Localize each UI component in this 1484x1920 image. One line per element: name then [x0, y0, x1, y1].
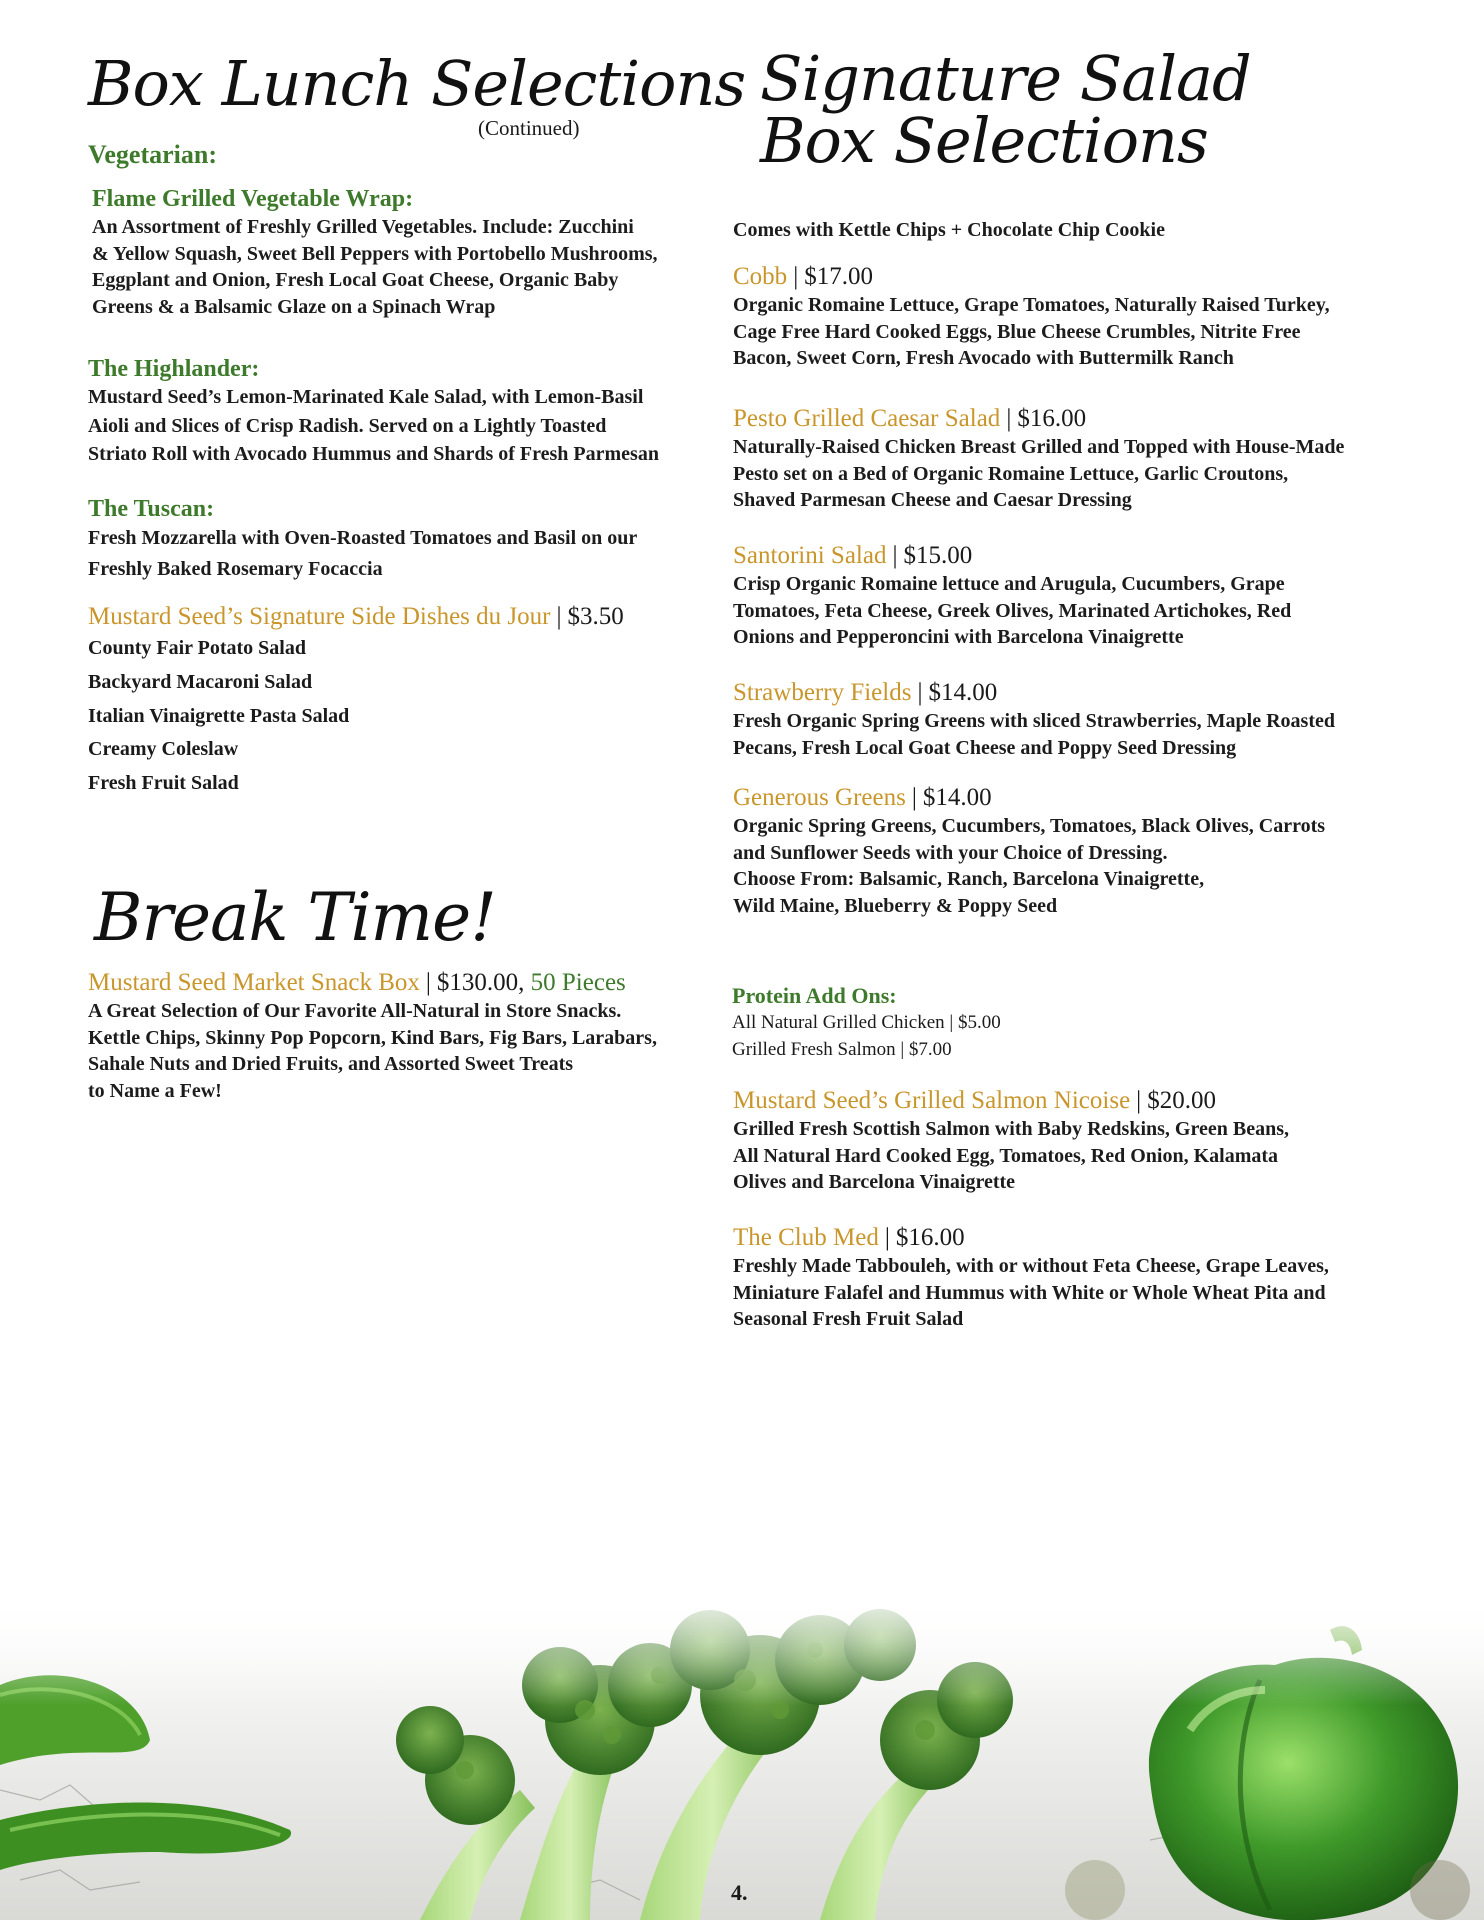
salad-price: $14.00 [922, 784, 992, 811]
menu-item-vegetable-wrap [92, 186, 658, 320]
title-line: Box Selections [760, 104, 1208, 177]
description-line: Aioli and Slices of Crisp Radish. Served on a Lightly Toasted [88, 414, 607, 437]
description-line: Bacon, Sweet Corn, Fresh Avocado with Buttermilk Ranch [733, 347, 1234, 369]
description-line: Freshly Baked Rosemary Focaccia [88, 558, 383, 580]
list-item: Backyard Macaroni Salad [88, 670, 313, 693]
page-number: 4. [731, 1880, 748, 1905]
description-line: to Name a Few! [88, 1079, 222, 1102]
protein-heading: Protein Add Ons: [732, 983, 897, 1008]
salad-description [733, 1253, 1329, 1333]
protein-option: Grilled Fresh Salmon | $7.00 [732, 1038, 952, 1060]
salad-name: The Club Med [733, 1224, 879, 1251]
menu-item-name: The Tuscan: [88, 496, 215, 522]
description-line: Fresh Mozzarella with Oven-Roasted Tomatoes and Basil on our [88, 527, 638, 549]
menu-item-name: Flame Grilled Vegetable Wrap: [92, 186, 414, 212]
description-line: Mustard Seed’s Lemon-Marinated Kale Salad, with Lemon-Basil [88, 386, 644, 408]
description-line: Pecans, Fresh Local Goat Cheese and Poppy Seed Dressing [733, 736, 1237, 759]
salad-description [733, 708, 1335, 761]
description-line: Organic Romaine Lettuce, Grape Tomatoes, Naturally Raised Turkey, [733, 294, 1330, 316]
salad-santorini [733, 541, 1291, 651]
salad-name: Strawberry Fields [733, 679, 912, 706]
salad-description [733, 813, 1325, 919]
side-dishes-name: Mustard Seed’s Signature Side Dishes du Jour [88, 603, 551, 630]
salad-description [733, 571, 1291, 651]
salad-price: $16.00 [895, 1224, 965, 1251]
salad-club-med [733, 1223, 1329, 1333]
salad-name: Pesto Grilled Caesar Salad [733, 405, 1001, 432]
description-line: Eggplant and Onion, Fresh Local Goat Cheese, Organic Baby [92, 269, 619, 291]
salad-price: $17.00 [804, 263, 873, 290]
salad-name: Generous Greens [733, 784, 906, 811]
salad-generous-greens [733, 783, 1325, 919]
salad-pesto-caesar [733, 404, 1344, 514]
salad-price: $14.00 [928, 679, 998, 706]
salad-description [733, 292, 1330, 372]
description-line: Naturally-Raised Chicken Breast Grilled and Topped with House-Made [733, 436, 1345, 458]
salad-heading: Generous Greens | $14.00 [733, 784, 992, 811]
description-line: Choose From: Balsamic, Ranch, Barcelona Vinaigrette, [733, 868, 1205, 890]
salad-description [733, 1116, 1289, 1196]
menu-item-description [88, 383, 659, 469]
salad-heading: Cobb | $17.00 [733, 263, 873, 290]
salad-price: $15.00 [903, 542, 973, 569]
menu-item-tuscan [88, 496, 637, 585]
snack-box-description [88, 998, 657, 1104]
list-item: County Fair Potato Salad [88, 637, 306, 659]
side-dishes-price: $3.50 [567, 603, 624, 630]
box-lunch-title: Box Lunch Selections [88, 47, 746, 120]
salad-cobb [733, 262, 1330, 372]
description-line: Grilled Fresh Scottish Salmon with Baby Redskins, Green Beans, [733, 1118, 1289, 1140]
snack-box-price: $130.00, [436, 969, 525, 996]
salad-salmon-nicoise [733, 1086, 1289, 1196]
salad-name: Cobb [733, 263, 788, 290]
salad-heading: Pesto Grilled Caesar Salad | $16.00 [733, 405, 1087, 432]
menu-item-highlander [88, 356, 659, 469]
salad-intro: Comes with Kettle Chips + Chocolate Chip Cookie [733, 219, 1165, 241]
description-line: Olives and Barcelona Vinaigrette [733, 1171, 1016, 1193]
description-line: Shaved Parmesan Cheese and Caesar Dressing [733, 489, 1132, 511]
snack-box-heading: Mustard Seed Market Snack Box | $130.00, 50 Pieces [88, 969, 626, 996]
description-line: and Sunflower Seeds with your Choice of Dressing. [733, 841, 1168, 864]
description-line: Pesto set on a Bed of Organic Romaine Lettuce, Garlic Croutons, [733, 462, 1289, 485]
salad-strawberry-fields [733, 678, 1335, 761]
description-line: Cage Free Hard Cooked Eggs, Blue Cheese Crumbles, Nitrite Free [733, 320, 1301, 343]
side-dishes-list [88, 632, 624, 801]
description-line: All Natural Hard Cooked Egg, Tomatoes, Red Onion, Kalamata [733, 1144, 1279, 1167]
description-line: Freshly Made Tabbouleh, with or without Feta Cheese, Grape Leaves, [733, 1255, 1329, 1277]
continued-label: (Continued) [478, 116, 580, 140]
protein-add-ons [732, 982, 1001, 1063]
salad-price: $20.00 [1147, 1087, 1216, 1114]
description-line: Miniature Falafel and Hummus with White or Whole Wheat Pita and [733, 1281, 1326, 1304]
description-line: Kettle Chips, Skinny Pop Popcorn, Kind Bars, Fig Bars, Larabars, [88, 1026, 657, 1049]
list-item: Fresh Fruit Salad [88, 772, 239, 795]
description-line: Sahale Nuts and Dried Fruits, and Assorted Sweet Treats [88, 1053, 574, 1075]
menu-item-name: The Highlander: [88, 356, 260, 382]
description-line: Greens & a Balsamic Glaze on a Spinach Wrap [92, 295, 496, 318]
vegetables-footer-image [0, 1590, 1484, 1920]
description-line: An Assortment of Freshly Grilled Vegetables. Include: Zucchini [92, 216, 634, 238]
salad-description [733, 434, 1344, 514]
description-line: Tomatoes, Feta Cheese, Greek Olives, Marinated Artichokes, Red [733, 599, 1292, 622]
description-line: Striato Roll with Avocado Hummus and Shards of Fresh Parmesan [88, 443, 659, 465]
snack-box-pieces: 50 Pieces [530, 969, 626, 996]
protein-option: All Natural Grilled Chicken | $5.00 [732, 1012, 1001, 1033]
list-item: Italian Vinaigrette Pasta Salad [88, 704, 350, 727]
description-line: Onions and Pepperoncini with Barcelona Vinaigrette [733, 626, 1184, 648]
salad-name: Mustard Seed’s Grilled Salmon Nicoise [733, 1087, 1131, 1114]
snack-box-section [88, 968, 657, 1104]
signature-salad-title [760, 42, 1251, 177]
description-line: Crisp Organic Romaine lettuce and Arugula, Cucumbers, Grape [733, 573, 1285, 595]
description-line: Organic Spring Greens, Cucumbers, Tomatoes, Black Olives, Carrots [733, 815, 1326, 837]
salad-heading: Mustard Seed’s Grilled Salmon Nicoise | $20.00 [733, 1087, 1216, 1114]
description-line: Wild Maine, Blueberry & Poppy Seed [733, 894, 1058, 917]
salad-price: $16.00 [1017, 405, 1087, 432]
description-line: & Yellow Squash, Sweet Bell Peppers with Portobello Mushrooms, [92, 242, 658, 265]
description-line: Seasonal Fresh Fruit Salad [733, 1308, 964, 1330]
salad-heading: Strawberry Fields | $14.00 [733, 679, 998, 706]
snack-box-name: Mustard Seed Market Snack Box [88, 969, 420, 996]
title-line: Signature Salad [760, 42, 1251, 115]
salad-heading: The Club Med | $16.00 [733, 1224, 965, 1251]
side-dishes-section [88, 602, 624, 801]
vegetarian-heading: Vegetarian: [88, 140, 218, 169]
break-time-title: Break Time! [94, 879, 496, 956]
description-line: Fresh Organic Spring Greens with sliced Strawberries, Maple Roasted [733, 710, 1335, 732]
salad-name: Santorini Salad [733, 542, 887, 569]
description-line: A Great Selection of Our Favorite All-Natural in Store Snacks. [88, 1000, 622, 1022]
list-item: Creamy Coleslaw [88, 738, 239, 761]
menu-item-description [92, 214, 658, 320]
salad-heading: Santorini Salad | $15.00 [733, 542, 973, 569]
side-dishes-heading: Mustard Seed’s Signature Side Dishes du Jour | $3.50 [88, 603, 624, 630]
menu-item-description [88, 523, 637, 585]
